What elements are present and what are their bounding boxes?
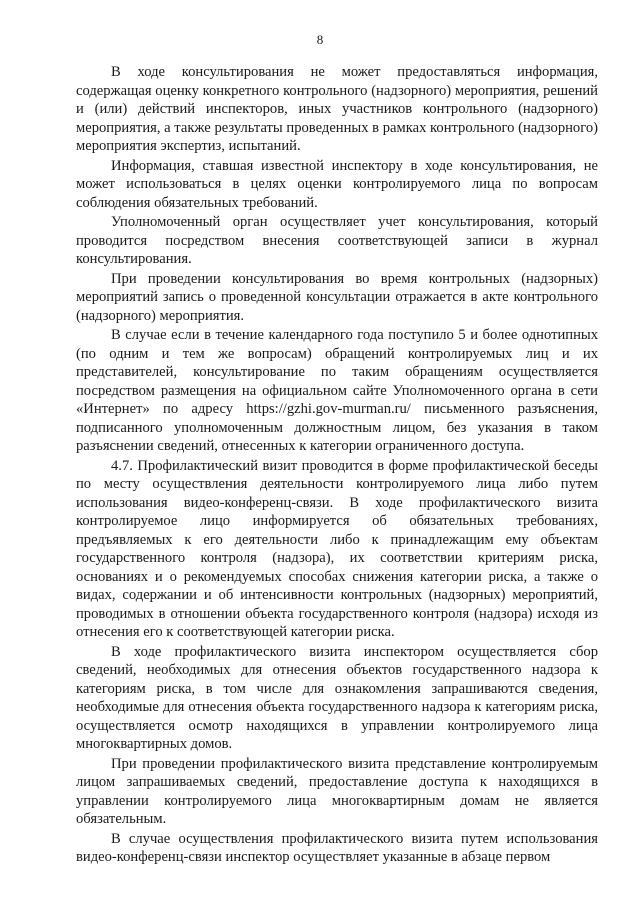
paragraph-visit-optional-access: При проведении профилактического визита представление контролируемым лицом запрашиваемых сведений, предоставление доступа к находящихся в управлении контролируемого лица многоквартирным домам не является обязательным.: [76, 755, 598, 827]
paragraph-consultation-records: Уполномоченный орган осуществляет учет консультирования, который проводится посредством внесения соответствующей записи в журнал консультирования.: [76, 214, 598, 267]
document-body: [76, 63, 598, 867]
paragraph-consultation-during-inspection: При проведении консультирования во время контрольных (надзорных) мероприятий запись о проведенной консультации отражается в акте контрольного (надзорного) мероприятия.: [76, 270, 598, 324]
paragraph-repeated-requests: В случае если в течение календарного года поступило 5 и более однотипных (по одним и тем же вопросам) обращений контролируемых лиц и их представителей, консультирование по таким обращениям осуществляется посредством размещения на официальном сайте Уполномоченного органа в сети «Интернет» по адресу https://gzhi.gov-murman.ru/ письменного разъяснения, подписанного уполномоченным должностным лицом, без указания в таком разъяснении сведений, отнесенных к категории ограниченного доступа.: [76, 327, 598, 454]
paragraph-section-4-7: 4.7. Профилактический визит проводится в форме профилактической беседы по месту осуществления деятельности контролируемого лица либо путем использования видео-конференц-связи. В ходе профилактического визита контролируемое лицо информируется об обязательных требованиях, предъявляемых к его деятельности либо к принадлежащим ему объектам государственного контроля (надзора), их соответствии критериям риска, основаниях и о рекомендуемых способах снижения категории риска, а также о видах, содержании и об интенсивности контрольных (надзорных) мероприятий, проводимых в отношении объекта государственного контроля (надзора) исходя из отнесения его к соответствующей категории риска.: [76, 457, 598, 640]
page-number: 8: [316, 32, 324, 47]
paragraph-consultation-info-use: Информация, ставшая известной инспектору в ходе консультирования, не может использоваться в целях оценки контролируемого лица по вопросам соблюдения обязательных требований.: [76, 157, 598, 211]
paragraph-consultation-limits: В ходе консультирования не может предоставляться информация, содержащая оценку конкретного контрольного (надзорного) мероприятия, решений и (или) действий инспекторов, иных участников контрольного (надзорного) мероприятия, а также результаты проведенных в рамках контрольного (надзорного) мероприятия экспертиз, испытаний.: [76, 64, 598, 154]
paragraph-video-conference: В случае осуществления профилактического визита путем использования видео-конференц-связи инспектор осуществляет указанные в абзаце первом: [76, 830, 598, 865]
paragraph-visit-data-collection: В ходе профилактического визита инспектором осуществляется сбор сведений, необходимых для отнесения объектов государственного надзора к категориям риска, в том числе для ознакомления запрашиваются сведения, необходимые для отнесения объекта государственного надзора к категориям риска, осуществляется осмотр находящихся в управлении контролируемого лица многоквартирных домов.: [76, 643, 598, 752]
